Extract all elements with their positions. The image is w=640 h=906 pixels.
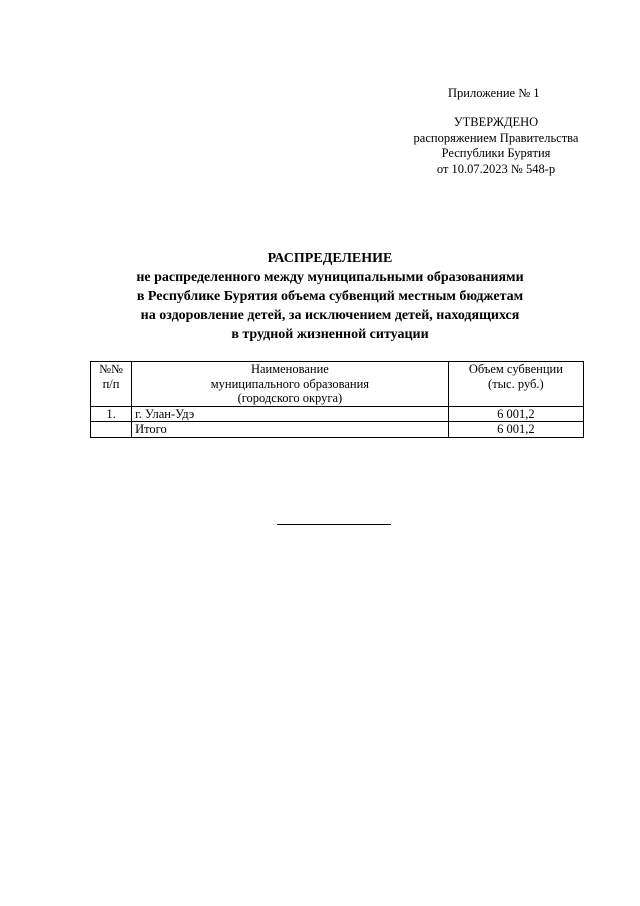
- approval-stamp: [396, 115, 596, 177]
- table-header-row: [91, 362, 584, 407]
- row-number: 1.: [91, 406, 132, 422]
- row-sum: 6 001,2: [448, 422, 583, 438]
- appendix-number: Приложение № 1: [448, 86, 540, 100]
- row-number: [91, 422, 132, 438]
- row-name: г. Улан-Удэ: [132, 406, 449, 422]
- column-header-name: Наименование муниципального образования (городского округа): [132, 362, 449, 407]
- approval-line: Республики Бурятия: [441, 146, 551, 160]
- approval-line: распоряжением Правительства: [413, 130, 579, 145]
- row-sum: 6 001,2: [448, 406, 583, 422]
- document-title: [60, 249, 600, 344]
- row-name: Итого: [132, 422, 449, 438]
- closing-rule: [277, 524, 391, 525]
- title-line: в трудной жизненной ситуации: [231, 327, 429, 342]
- title-line: на оздоровление детей, за исключением детей, находящихся: [140, 308, 520, 323]
- title-line: в Республике Бурятия объема субвенций местным бюджетам: [136, 289, 524, 304]
- approval-date: от 10.07.2023 № 548-р: [436, 161, 556, 176]
- column-header-sum: Объем субвенции (тыс. руб.): [448, 362, 583, 407]
- table-total-row: [91, 422, 584, 438]
- column-header-number: №№ п/п: [91, 362, 132, 407]
- title-heading: РАСПРЕДЕЛЕНИЕ: [267, 251, 393, 266]
- table-row: [91, 406, 584, 422]
- distribution-table: [90, 361, 584, 438]
- title-line: не распределенного между муниципальными образованиями: [136, 270, 524, 285]
- approval-title: УТВЕРЖДЕНО: [453, 115, 539, 129]
